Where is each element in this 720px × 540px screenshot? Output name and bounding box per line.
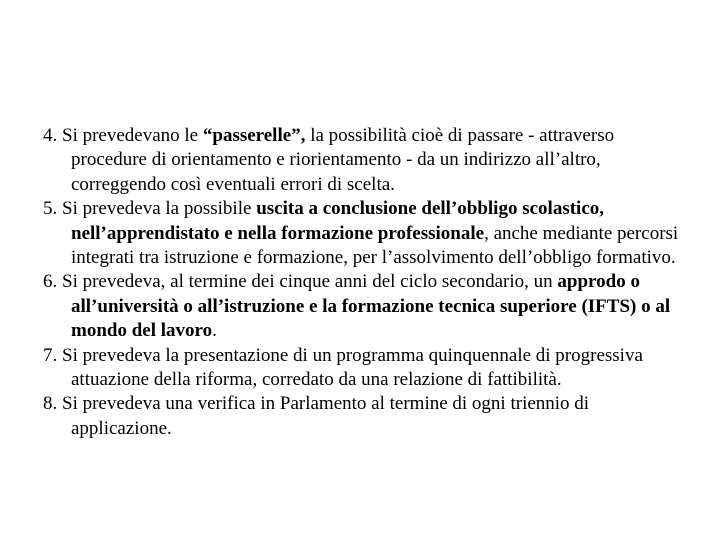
item-8-text: 8. Si prevedeva una verifica in Parlamento al termine di ogni triennio di applicazione. (43, 393, 590, 439)
item-6-bold-term: approdo o all’università o all’istruzione e la formazione tecnica superiore (IFTS) o al mondo del lavoro (71, 271, 671, 342)
item-6-text-end: . (212, 320, 217, 342)
item-5-bold-term: uscita a conclusione dell’obbligo scolastico, nell’apprendistato e nella formazione professionale (71, 198, 605, 244)
item-5-text-end: , anche mediante percorsi integrati tra istruzione e formazione, per l’assolvimento dell’obbligo formativo. (71, 222, 679, 269)
item-5-text-start: 5. Si prevedeva la possibile (43, 198, 257, 220)
list-item-4 (43, 124, 683, 197)
list-item-5 (43, 197, 683, 270)
item-7-text: 7. Si prevedeva la presentazione di un programma quinquennale di progressiva attuazione della riforma, corredato da una relazione di fattibilità. (43, 344, 643, 391)
item-4-text-start: 4. Si prevedevano le (43, 125, 203, 146)
item-6-text-start: 6. Si prevedeva, al termine dei cinque anni del ciclo secondario, un (43, 271, 558, 293)
list-item-8 (43, 392, 683, 441)
reform-points-list (43, 124, 683, 441)
item-4-bold-term: “passerelle”, (202, 125, 306, 146)
list-item-7 (43, 344, 683, 393)
list-item-6 (43, 270, 683, 343)
item-4-text-end: la possibilità cioè di passare - attraverso procedure di orientamento e riorientamento - da un indirizzo all’altro, correggendo così eventuali errori di scelta. (71, 125, 615, 195)
